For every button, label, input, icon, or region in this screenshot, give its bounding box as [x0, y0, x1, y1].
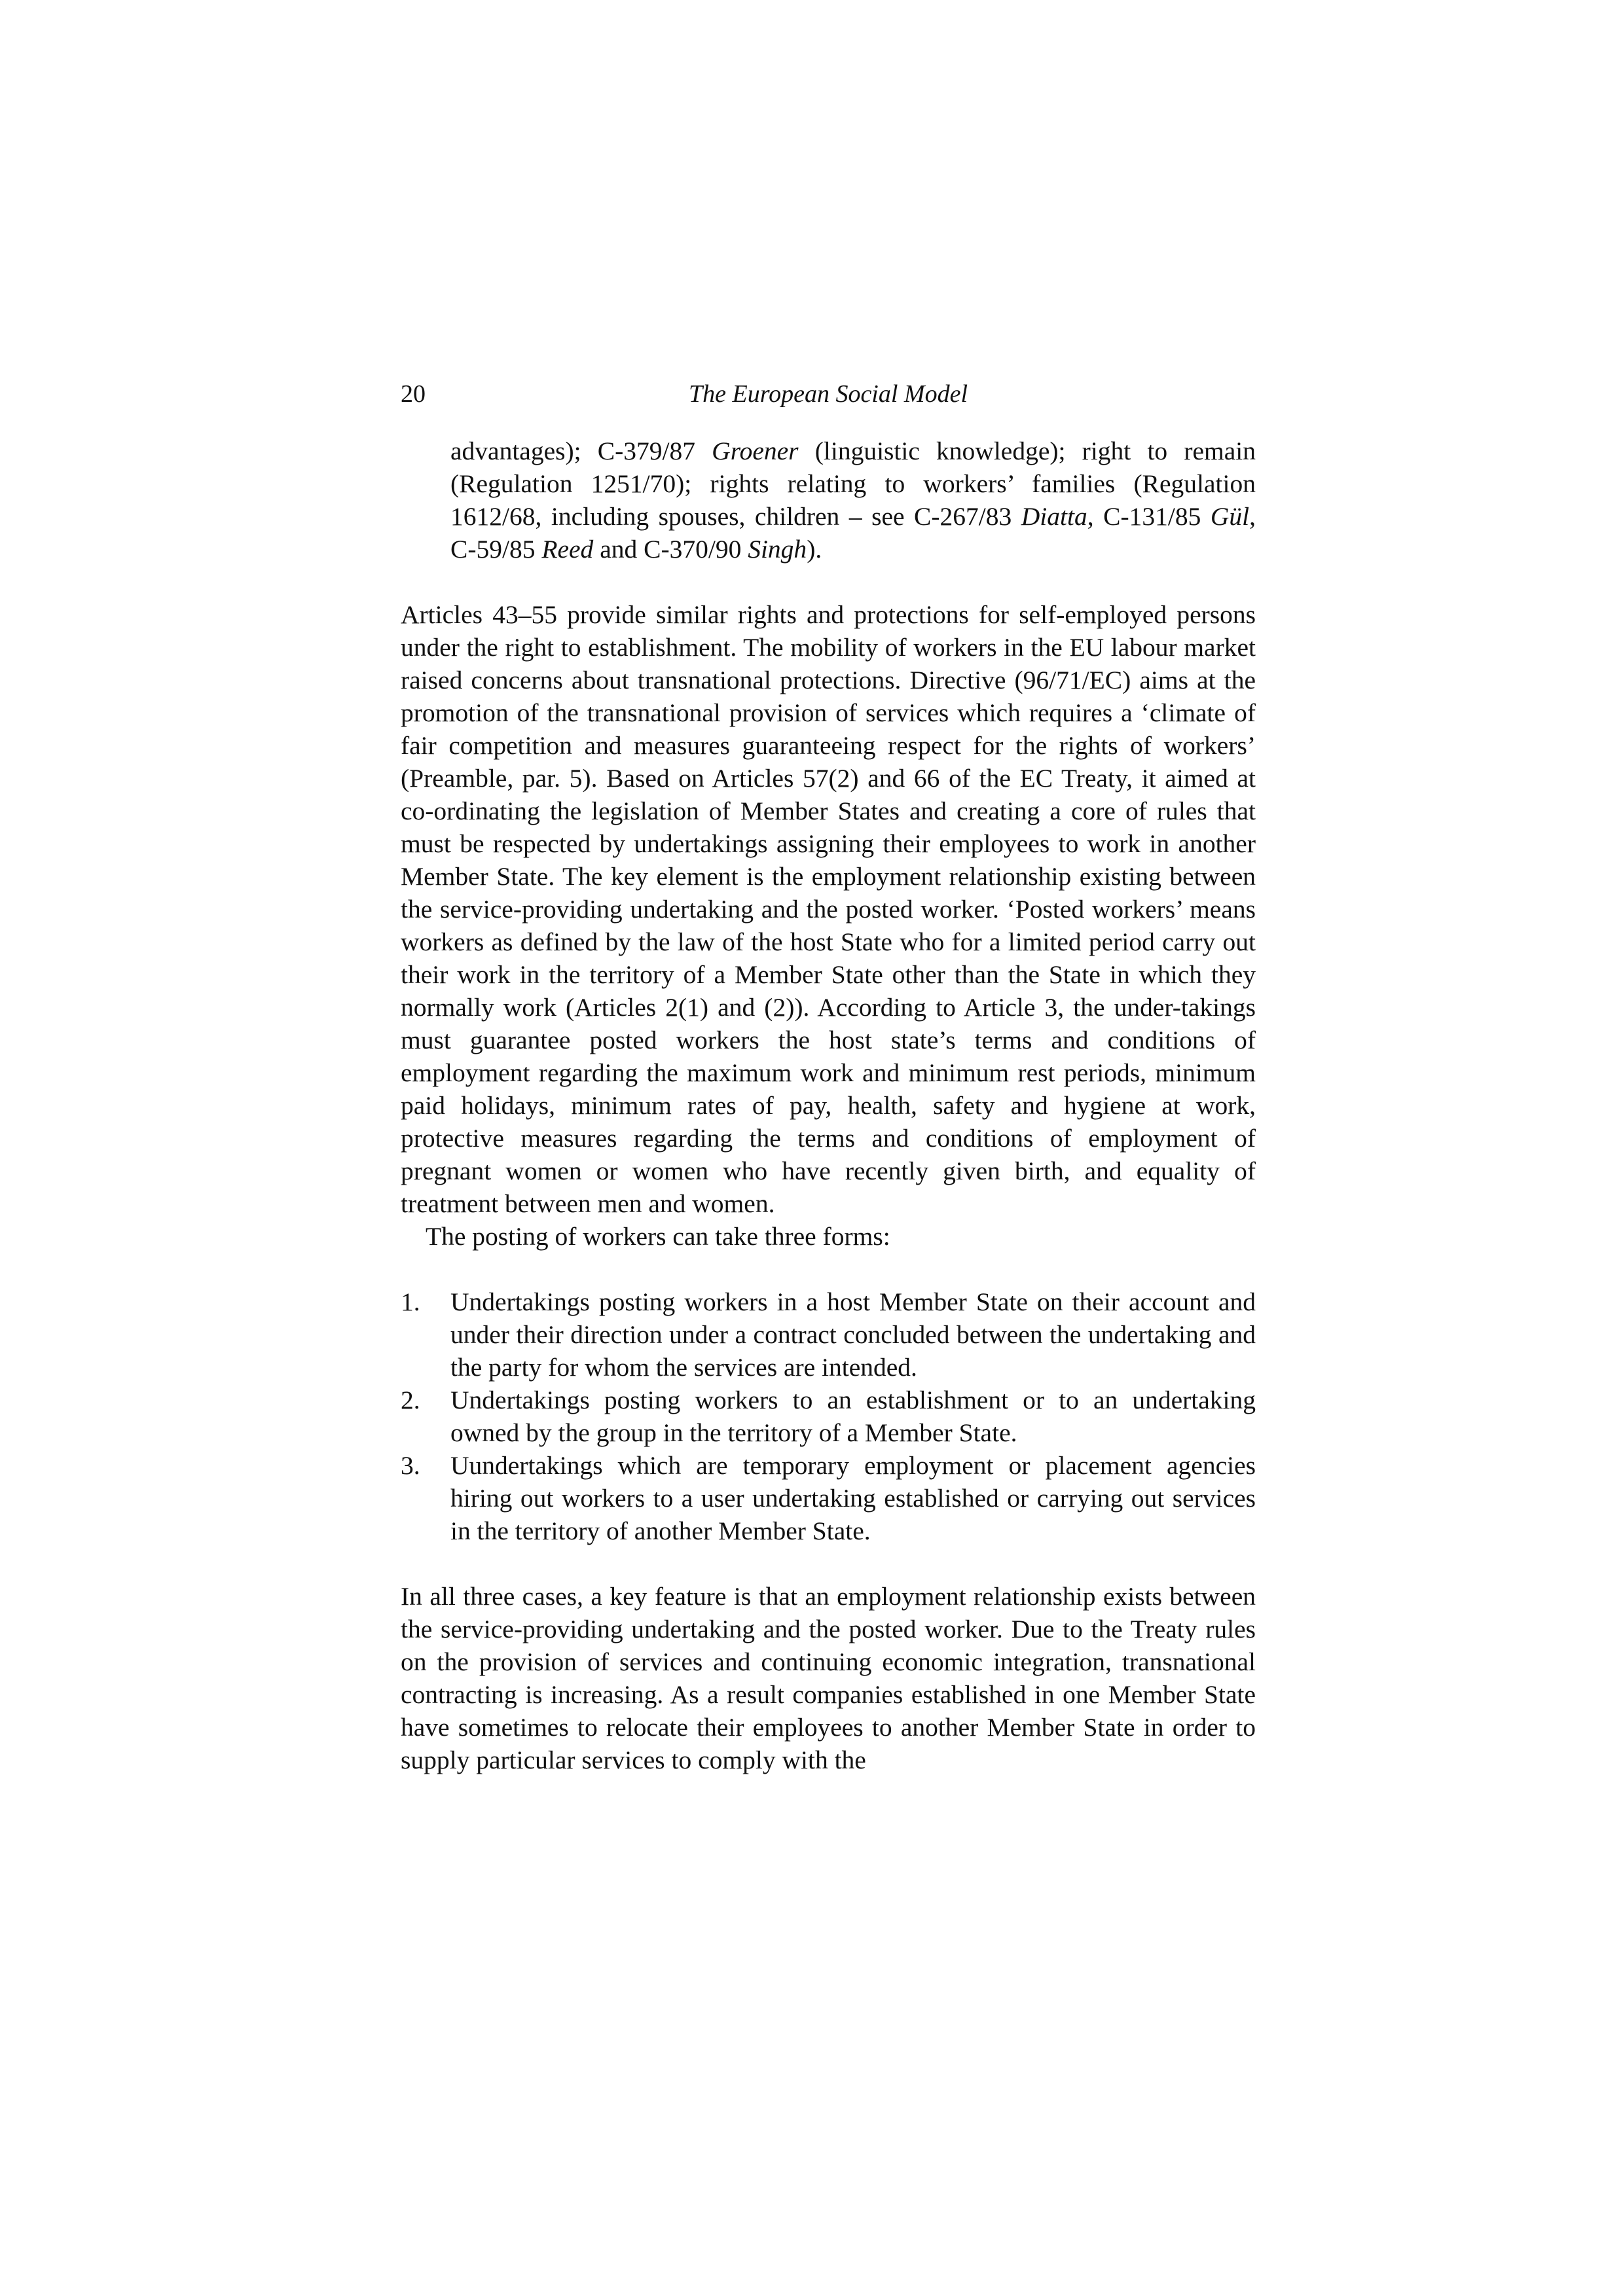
case-name: Groener	[712, 437, 799, 465]
paragraph-posting-forms-intro: The posting of workers can take three forms:	[426, 1222, 890, 1251]
case-text: (linguistic knowledge); right to remain (Regulation 1251/70); rights relating to workers’ families (Regulation 1612/68, including spouses, children – see C-267/83	[450, 437, 1256, 531]
case-text: , C-59/85	[450, 502, 1256, 564]
page-number: 20	[401, 380, 426, 408]
posting-forms-list	[401, 1285, 1256, 1547]
paragraph-posted-workers-directive: Articles 43–55 provide similar rights and protections for self-employed persons under the right to establishment. The mobility of workers in the EU labour market raised concerns about transnational protections. Directive (96/71/EC) aims at the promotion of the transnational provision of services which requires a ‘climate of fair competition and measures guaranteeing respect for the rights of workers’ (Preamble, par. 5). Based on Articles 57(2) and 66 of the EC Treaty, it aimed at co-ordinating the legislation of Member States and creating a core of rules that must be respected by undertakings assigning their employees to work in another Member State. The key element is the employment relationship existing between the service-providing undertaking and the posted worker. ‘Posted workers’ means workers as defined by the law of the host State who for a limited period carry out their work in the territory of a Member State other than the State in which they normally work (Articles 2(1) and (2)). According to Article 3, the under-takings must guarantee posted workers the host state’s terms and conditions of employment regarding the maximum work and minimum rest periods, minimum paid holidays, minimum rates of pay, health, safety and hygiene at work, protective measures regarding the terms and conditions of employment of pregnant women or women who have recently given birth, and equality of treatment between men and women.	[401, 600, 1256, 1218]
list-item-text: Undertakings posting workers to an establishment or to an undertaking owned by the group in the territory of a Member State.	[450, 1386, 1256, 1447]
list-item-text: Uundertakings which are temporary employment or placement agencies hiring out workers to a user undertaking established or carrying out services in the territory of another Member State.	[450, 1451, 1256, 1545]
list-item	[401, 1285, 1256, 1384]
running-title: The European Social Model	[688, 380, 968, 408]
list-item	[401, 1449, 1256, 1547]
list-item-text: Undertakings posting workers in a host Member State on their account and under their direction under a contract concluded between the undertaking and the party for whom the services are intended.	[450, 1287, 1256, 1382]
body-text	[401, 435, 1256, 1776]
list-item-number: 3.	[401, 1451, 420, 1480]
case-name: Gül	[1210, 502, 1250, 531]
case-name: Reed	[541, 535, 594, 564]
block-quote-case-list	[401, 435, 1256, 565]
case-text: ).	[807, 535, 822, 564]
case-name: Singh	[748, 535, 807, 564]
case-text: , C-131/85	[1087, 502, 1211, 531]
list-item-number: 2.	[401, 1386, 420, 1414]
paragraph-transnational-contracting: In all three cases, a key feature is that an employment relationship exists between the service-providing undertaking and the posted worker. Due to the Treaty rules on the provision of services and continuing economic integration, transnational contracting is increasing. As a result companies established in one Member State have sometimes to relocate their employees to another Member State in order to supply particular services to comply with the	[401, 1582, 1256, 1774]
case-text: and C-370/90	[593, 535, 748, 564]
running-header	[401, 374, 1256, 414]
list-item-number: 1.	[401, 1287, 420, 1316]
list-item	[401, 1384, 1256, 1449]
case-text: advantages); C-379/87	[450, 437, 712, 465]
case-name: Diatta	[1021, 502, 1087, 531]
